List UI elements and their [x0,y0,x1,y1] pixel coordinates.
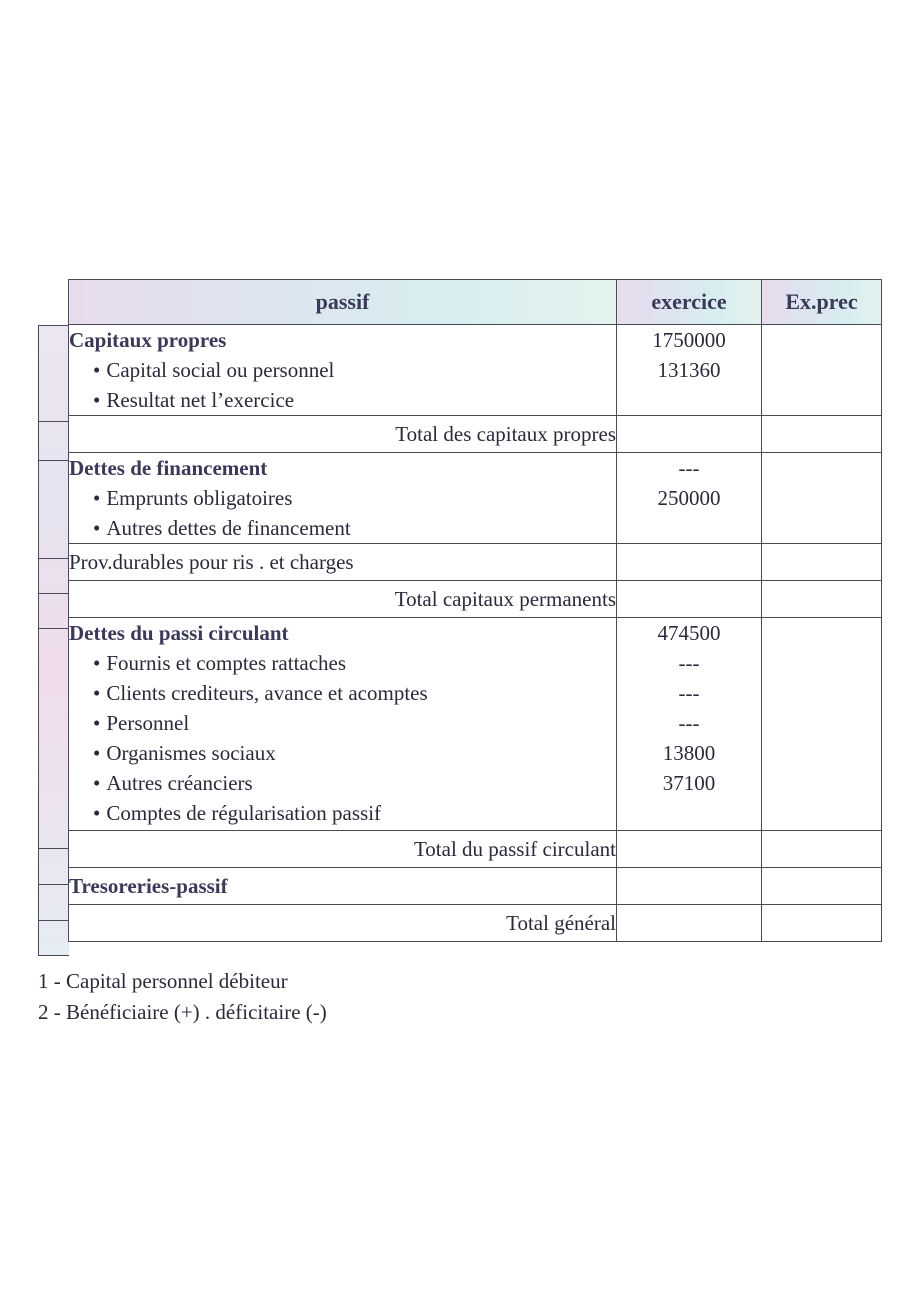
footnotes [38,966,327,1028]
row-tresoreries-passif [69,868,882,905]
footnote: 1 - Capital personnel débiteur [38,969,288,993]
passif-table [68,279,882,942]
prev-values-cell [762,618,882,831]
header-row [69,280,882,325]
header-exercice: exercice [617,280,762,325]
section-heading: Dettes du passi circulant [69,621,289,645]
values-cell: 474500 --- --- --- 13800 37100 [617,618,762,831]
prev-values-cell [762,325,882,416]
list-item: • Emprunts obligatoires [93,486,293,510]
header-passif: passif [69,280,617,325]
row-total-capitaux-permanents [69,581,882,618]
list-item: • Autres dettes de financement [93,516,351,540]
total-label: Total général [69,905,617,942]
list-item: • Resultat net l’exercice [93,388,295,412]
header-ex-prec: Ex.prec [762,280,882,325]
total-label: Total du passif circulant [69,831,617,868]
row-total-capitaux-propres [69,416,882,453]
list-item: • Capital social ou personnel [93,358,335,382]
section-heading: Dettes de financement [69,456,268,480]
section-dettes-financement [69,453,882,544]
list-item: • Fournis et comptes rattaches [93,651,347,675]
provisions-label: Prov.durables pour ris . et charges [69,544,617,581]
section-capitaux-propres [69,325,882,416]
section-heading: Tresoreries-passif [69,868,617,905]
list-item: • Personnel [93,711,190,735]
footnote: 2 - Bénéficiaire (+) . déficitaire (-) [38,1000,327,1024]
values-cell: 1750000 131360 [617,325,762,416]
total-label: Total capitaux permanents [69,581,617,618]
values-cell: --- 250000 [617,453,762,544]
section-passif-circulant [69,618,882,831]
list-item: • Clients crediteurs, avance et acomptes [93,681,428,705]
row-total-passif-circulant [69,831,882,868]
list-item: • Autres créanciers [93,771,253,795]
left-margin-strip [38,325,69,956]
row-provisions [69,544,882,581]
list-item: • Organismes sociaux [93,741,276,765]
list-item: • Comptes de régularisation passif [93,801,382,825]
row-total-general [69,905,882,942]
total-label: Total des capitaux propres [69,416,617,453]
prev-values-cell [762,453,882,544]
section-heading: Capitaux propres [69,328,227,352]
